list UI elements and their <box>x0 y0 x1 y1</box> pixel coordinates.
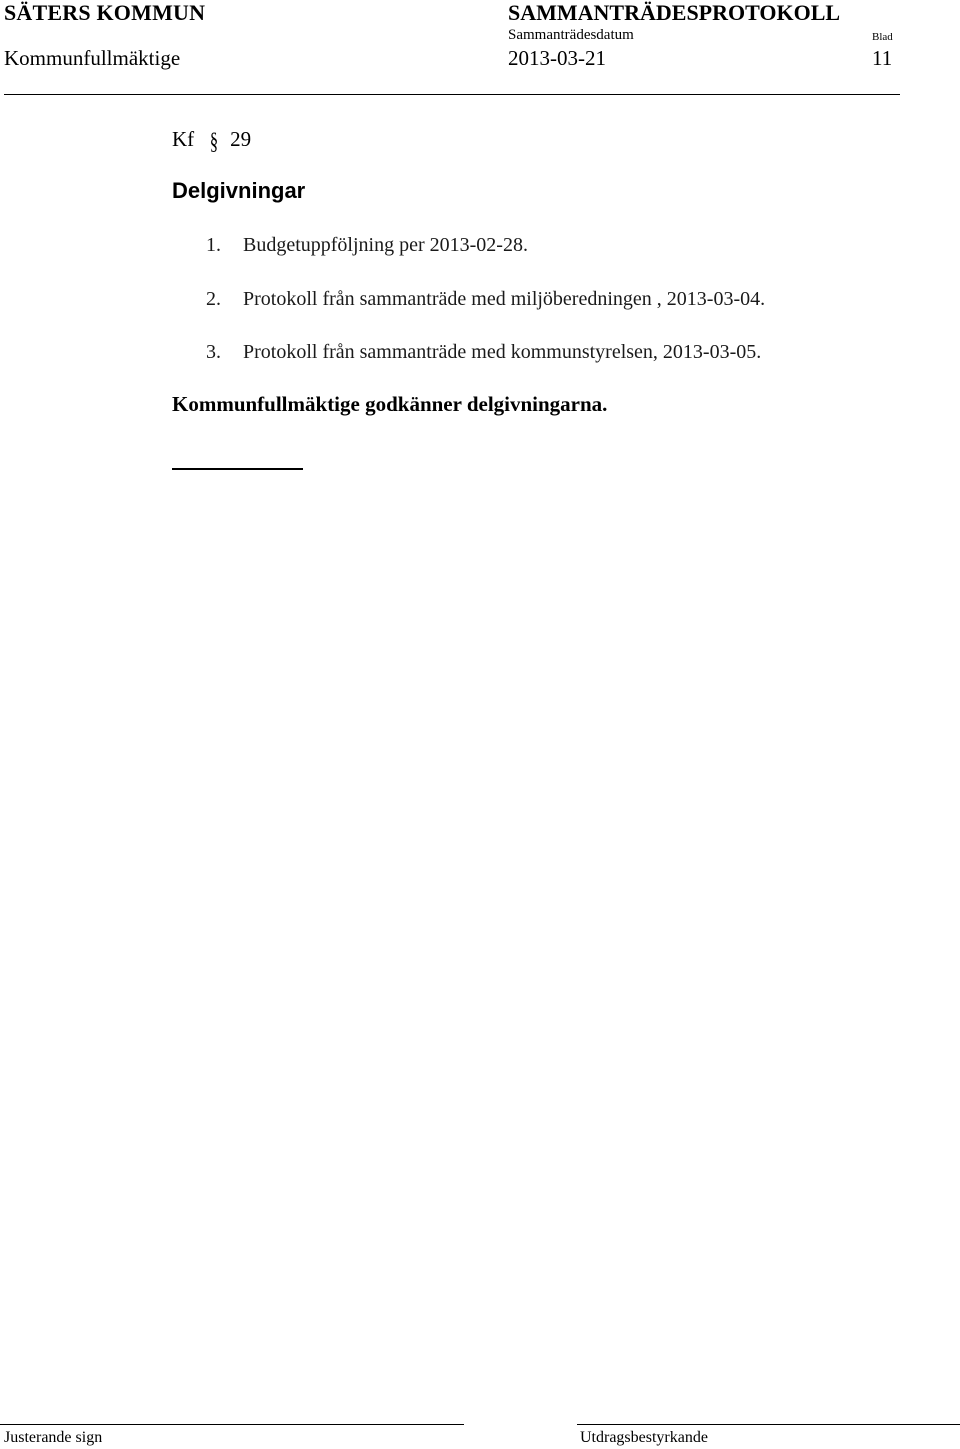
footer-divider-right <box>577 1424 960 1425</box>
signature-label: Justerande sign <box>4 1429 103 1446</box>
list-item-number: 2. <box>206 288 221 310</box>
page-number: 11 <box>872 46 893 70</box>
list-item-text: Budgetuppföljning per 2013-02-28. <box>243 234 528 256</box>
section-symbol: § <box>209 129 219 155</box>
list-item <box>206 288 765 311</box>
list-item <box>206 234 528 257</box>
meeting-date: 2013-03-21 <box>508 46 606 70</box>
decision-text: Kommunfullmäktige godkänner delgivningarna. <box>172 392 608 416</box>
document-type: SAMMANTRÄDESPROTOKOLL <box>508 0 841 25</box>
certification-label: Utdragsbestyrkande <box>580 1429 708 1446</box>
list-item <box>206 341 761 364</box>
footer-divider-left <box>0 1424 464 1425</box>
paragraph-number: 29 <box>230 127 252 151</box>
meeting-date-label: Sammanträdesdatum <box>508 27 634 43</box>
header-divider <box>4 94 900 95</box>
organization-name: SÄTERS KOMMUN <box>4 0 206 25</box>
list-item-text: Protokoll från sammanträde med miljöberedningen , 2013-03-04. <box>243 288 766 310</box>
section-heading: Delgivningar <box>172 178 306 203</box>
list-item-number: 3. <box>206 341 221 363</box>
paragraph-prefix: Kf <box>172 127 195 151</box>
list-item-text: Protokoll från sammanträde med kommunstyrelsen, 2013-03-05. <box>243 341 762 363</box>
paragraph-reference <box>172 126 251 153</box>
section-end-rule <box>172 468 303 470</box>
page-label: Blad <box>872 31 893 43</box>
governing-body: Kommunfullmäktige <box>4 46 181 70</box>
list-item-number: 1. <box>206 234 221 256</box>
